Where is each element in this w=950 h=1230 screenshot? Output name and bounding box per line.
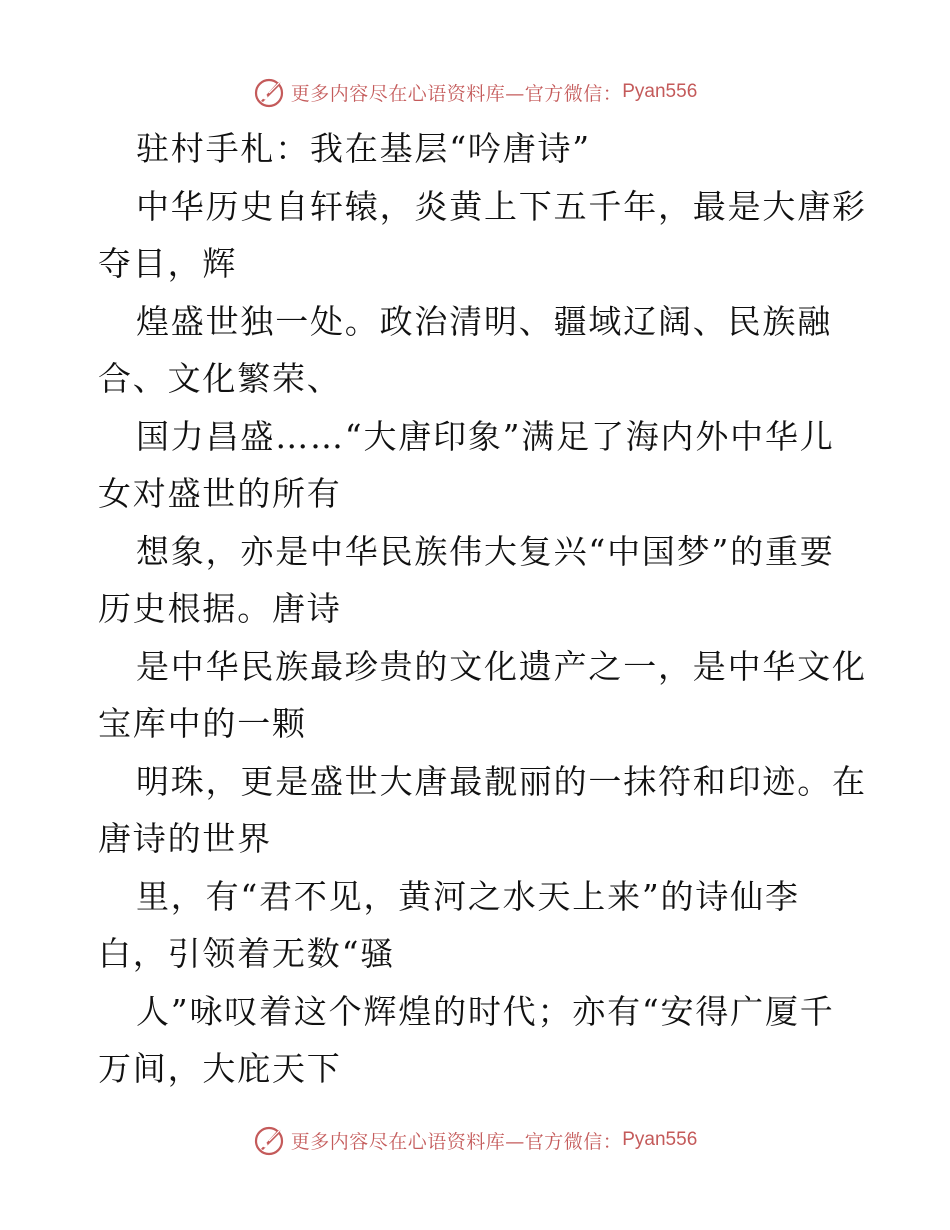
header-promo-text: 更多内容尽在心语资料库—官方微信： (290, 82, 623, 105)
paragraph-line: 女对盛世的所有 (98, 474, 342, 513)
paragraph-line: 宝库中的一颗 (98, 704, 307, 743)
header-wechat-id: Pyan556 (622, 81, 698, 102)
paragraph-line: 想象，亦是中华民族伟大复兴“中国梦”的重要 (136, 531, 835, 571)
quill-logo-icon (253, 1123, 287, 1157)
paragraph-line: 万间，大庇天下 (98, 1049, 342, 1088)
document-body (98, 120, 867, 1098)
title-line: 驻村手札：我在基层“吟唐诗” (136, 129, 591, 168)
paragraph-line: 里，有“君不见，黄河之水天上来”的诗仙李 (136, 876, 800, 916)
paragraph-line: 明珠，更是盛世大唐最靓丽的一抹符和印迹。在 (136, 761, 867, 801)
header-banner (0, 72, 950, 112)
paragraph-line: 白，引领着无数“骚 (98, 934, 396, 973)
paragraph-line: 历史根据。唐诗 (98, 589, 342, 628)
footer-promo-text: 更多内容尽在心语资料库—官方微信： (290, 1130, 623, 1153)
paragraph-line: 是中华民族最珍贵的文化遗产之一，是中华文化 (136, 646, 867, 686)
paragraph-line: 合、文化繁荣、 (98, 359, 342, 398)
quill-logo-icon (253, 75, 287, 109)
footer-wechat-id: Pyan556 (622, 1129, 698, 1150)
paragraph-line: 中华历史自轩辕，炎黄上下五千年，最是大唐彩 (136, 186, 867, 226)
paragraph-line: 人”咏叹着这个辉煌的时代；亦有“安得广厦千 (136, 991, 835, 1031)
paragraph-line: 国力昌盛……“大唐印象”满足了海内外中华儿 (136, 416, 835, 456)
paragraph-line: 煌盛世独一处。政治清明、疆域辽阔、民族融 (136, 301, 832, 341)
paragraph-line: 唐诗的世界 (98, 819, 272, 858)
paragraph-line: 夺目，辉 (98, 244, 238, 283)
footer-banner (0, 1120, 950, 1160)
